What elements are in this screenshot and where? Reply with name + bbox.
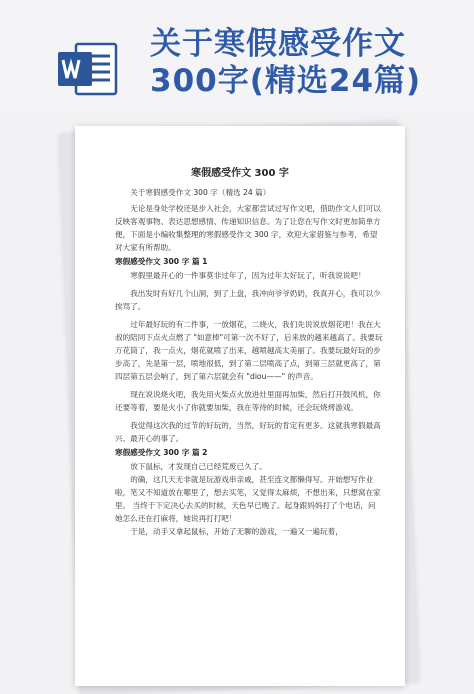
document-page: [75, 126, 405, 686]
section-heading-2: 寒假感受作文 300 字 篇 2: [115, 448, 208, 457]
section1-paragraph-3: 过年最好玩的有二件事，一放烟花，二烧火，我们先说说放烟花吧！我在大叔的陪同下点火点燃了 "如意棒"可第一次不好了，后来放的越来越高了。我要玩万花筒了，我一点火，烟花就喷了出来，越喷越高太美丽了。我要玩最好玩的步步高了，先是第一层，喷地很低，到了第二层喷高了点，到第三层就更高了，第四层第五层会响了，到了第六层就会有 "diou——" 的声音。: [115, 320, 383, 381]
section1-paragraph-4: 现在说说烧火吧，我先用火柴点火放进灶里面再加柴，然后打开鼓风机，你还要等着，要是火小了你就要加柴，我在等待的时候，还会玩烧烤游戏。: [115, 390, 381, 412]
section1-paragraph-2: 我出发时有好几个山洞，到了上盘，我冲向爷爷奶奶，我真开心，我可以少挨骂了。: [115, 289, 381, 311]
section2-paragraph-2: 的确，这几天无非就是玩游戏串亲戚，甚至连文都懒得写。开始想写作业啦，笔又不知道放在哪里了，想去买笔，又觉得太麻烦，不想出来，只想窝在家里。 当终于下定决心去买的时候，天色早已晚了。起身跟妈妈打了个电话，问她怎么还在打麻将，她说再打打吧！: [115, 475, 381, 523]
section1-paragraph-5: 我觉得这次我的过节的好玩的，当然，好玩的肯定有更多。这就我寒假最高兴、最开心的事了。: [115, 421, 381, 443]
section-heading-1: 寒假感受作文 300 字 篇 1: [115, 257, 208, 266]
document-body: [115, 186, 383, 538]
banner-title-line1: 关于寒假感受作文: [150, 26, 406, 62]
section1-paragraph-1: 寒假里最开心的一件事莫非过年了，因为过年太好玩了，听我说说吧！: [130, 271, 366, 280]
document-subtitle: 关于寒假感受作文 300 字（精选 24 篇）: [130, 188, 271, 197]
banner: [0, 0, 474, 112]
banner-title-line2: 300字(精选24篇): [150, 63, 422, 99]
section2-paragraph-3: 于是，动手又拿起鼠标，开始了无聊的游戏，一遍又一遍玩着，: [130, 527, 343, 536]
section2-paragraph-1: 放下鼠标，才发现自己已经荒废已久了。: [130, 462, 267, 471]
banner-title: [150, 26, 470, 100]
intro-paragraph: 无论是身处学校还是步入社会，大家都尝试过写作文吧，借助作文人们可以反映客观事物、表达思想感情、传递知识信息。为了让您在写作文时更加简单方便，下面是小编收集整理的寒假感受作文 300 字，欢迎大家借鉴与参考，希望对大家有所帮助。: [115, 204, 381, 252]
document-title: 寒假感受作文 300 字: [191, 168, 289, 179]
word-doc-icon: [56, 40, 120, 98]
